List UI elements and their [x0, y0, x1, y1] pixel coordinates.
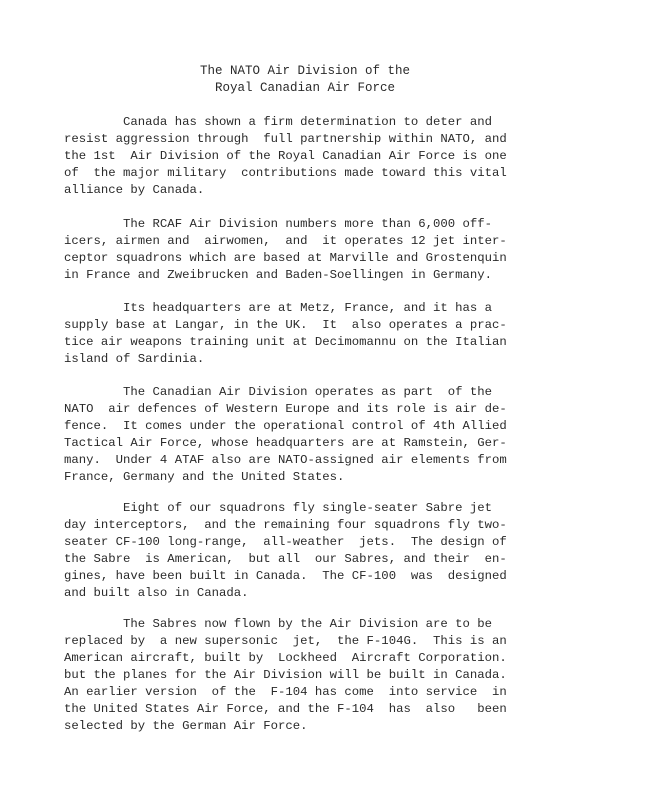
- text-line: NATO air defences of Western Europe and its role is air de-: [64, 402, 507, 416]
- paragraph-canada-commitment: [64, 114, 564, 199]
- text-line: American aircraft, built by Lockheed Aircraft Corporation.: [64, 651, 507, 665]
- text-line: replaced by a new supersonic jet, the F-104G. This is an: [64, 634, 507, 648]
- text-line: icers, airmen and airwomen, and it operates 12 jet inter-: [64, 234, 507, 248]
- text-line: alliance by Canada.: [64, 183, 205, 197]
- title-line: Royal Canadian Air Force: [214, 81, 396, 95]
- text-line: France, Germany and the United States.: [64, 470, 345, 484]
- text-line: the 1st Air Division of the Royal Canadian Air Force is one: [64, 149, 507, 163]
- text-line: tice air weapons training unit at Decimomannu on the Italian: [64, 335, 507, 349]
- text-line: in France and Zweibrucken and Baden-Soellingen in Germany.: [64, 268, 493, 282]
- text-line: The Canadian Air Division operates as part of the: [64, 385, 493, 399]
- text-line: supply base at Langar, in the UK. It also operates a prac-: [64, 318, 507, 332]
- text-line: seater CF-100 long-range, all-weather jets. The design of: [64, 535, 507, 549]
- text-line: Canada has shown a firm determination to deter and: [64, 115, 493, 129]
- text-line: many. Under 4 ATAF also are NATO-assigned air elements from: [64, 453, 507, 467]
- text-line: The RCAF Air Division numbers more than 6,000 off-: [64, 217, 493, 231]
- text-line: of the major military contributions made toward this vital: [64, 166, 507, 180]
- text-line: the Sabre is American, but all our Sabres, and their en-: [64, 552, 507, 566]
- text-line: ceptor squadrons which are based at Marville and Grostenquin: [64, 251, 507, 265]
- text-line: selected by the German Air Force.: [64, 719, 308, 733]
- text-line: but the planes for the Air Division will be built in Canada.: [64, 668, 507, 682]
- text-line: and built also in Canada.: [64, 586, 249, 600]
- text-line: Eight of our squadrons fly single-seater Sabre jet: [64, 501, 493, 515]
- text-line: day interceptors, and the remaining four squadrons fly two-: [64, 518, 507, 532]
- document-title: [0, 63, 610, 97]
- text-line: the United States Air Force, and the F-104 has also been: [64, 702, 507, 716]
- text-line: The Sabres now flown by the Air Division are to be: [64, 617, 493, 631]
- paragraph-air-defence-role: [64, 384, 564, 486]
- paragraph-f104-replacement: [64, 616, 564, 735]
- text-line: An earlier version of the F-104 has come into service in: [64, 685, 507, 699]
- text-line: Its headquarters are at Metz, France, and it has a: [64, 301, 493, 315]
- text-line: gines, have been built in Canada. The CF-100 was designed: [64, 569, 507, 583]
- text-line: island of Sardinia.: [64, 352, 205, 366]
- paragraph-headquarters: [64, 300, 564, 368]
- text-line: fence. It comes under the operational control of 4th Allied: [64, 419, 507, 433]
- title-line: The NATO Air Division of the: [199, 64, 411, 78]
- text-line: Tactical Air Force, whose headquarters are at Ramstein, Ger-: [64, 436, 507, 450]
- paragraph-air-division-size: [64, 216, 564, 284]
- text-line: resist aggression through full partnership within NATO, and: [64, 132, 507, 146]
- paragraph-squadrons: [64, 500, 564, 602]
